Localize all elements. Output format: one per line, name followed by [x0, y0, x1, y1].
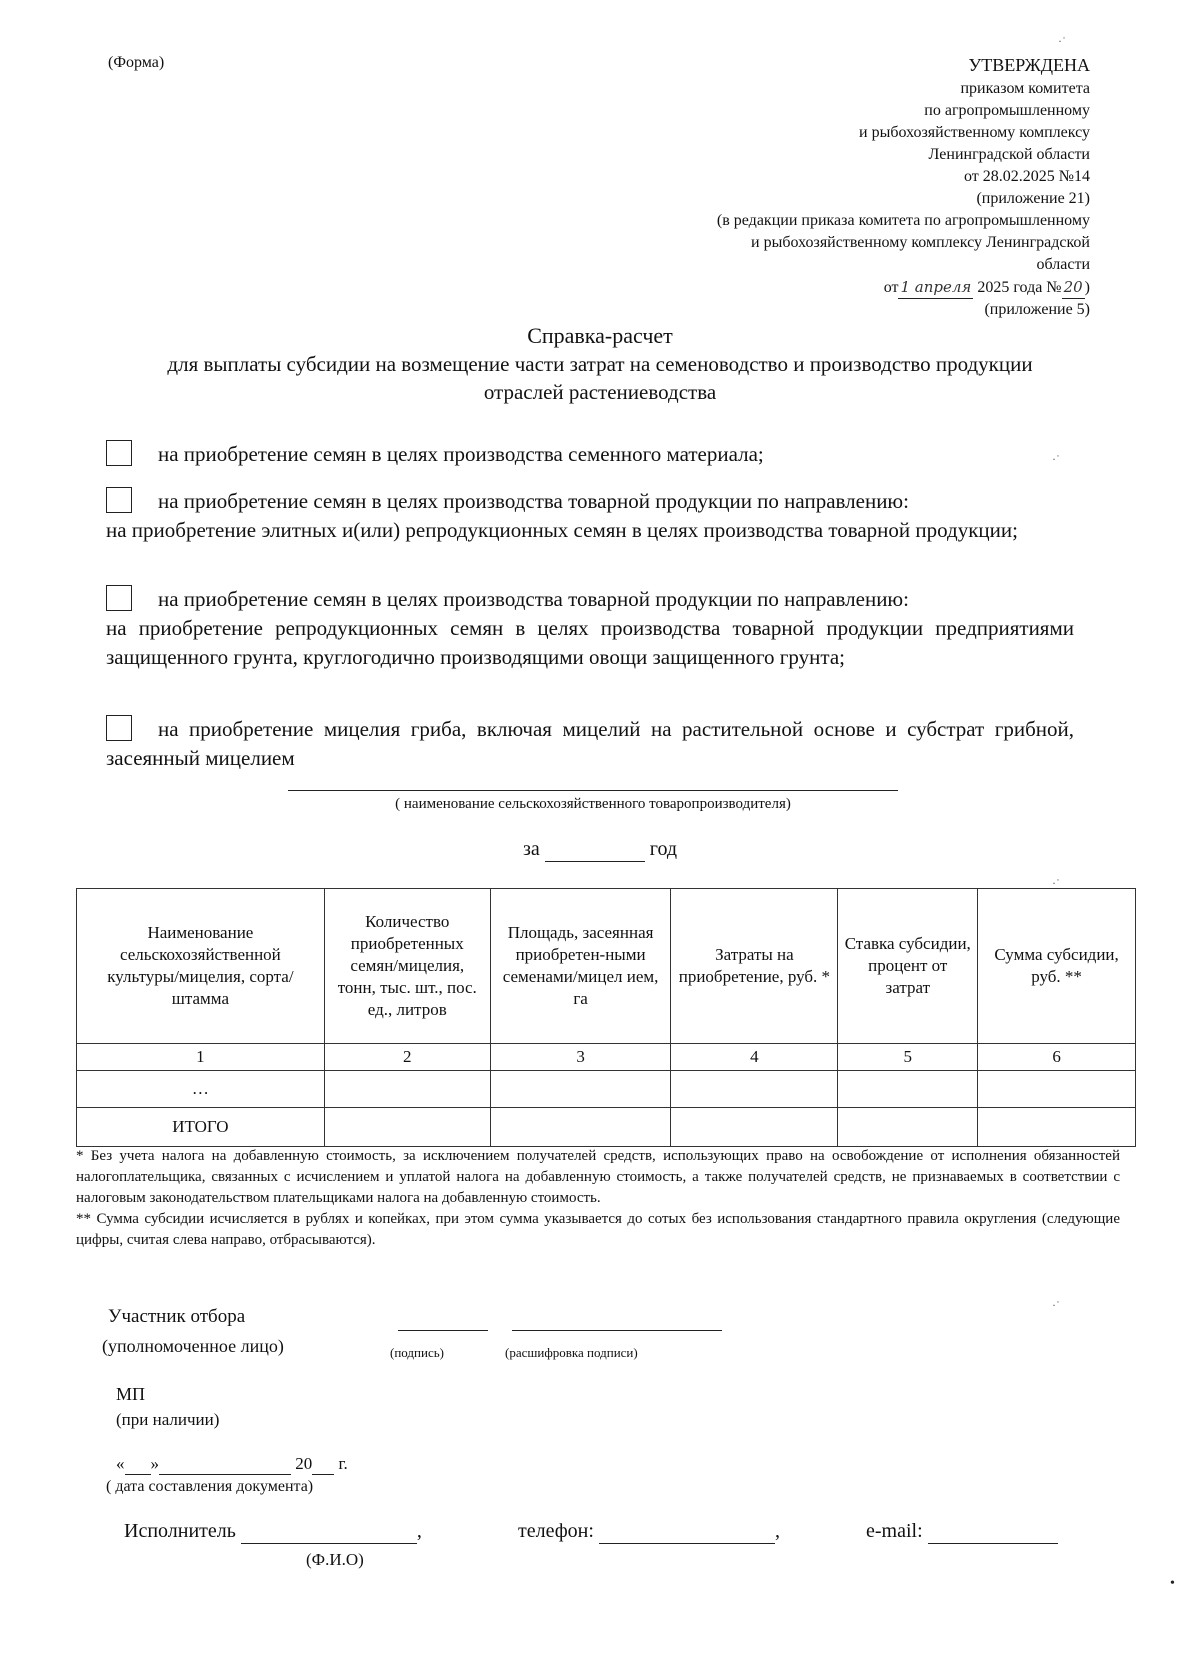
- fio-caption: (Ф.И.О): [306, 1550, 364, 1569]
- table-cell[interactable]: [324, 1071, 490, 1108]
- scan-speck: ·˙: [1052, 452, 1060, 466]
- appendix-line: (приложение 5): [984, 301, 1090, 318]
- date-year-suffix: г.: [338, 1454, 348, 1473]
- scan-speck: •: [1170, 1576, 1175, 1591]
- option-2-text: на приобретение семян в целях производства товарной продукции по направлению:: [158, 489, 909, 513]
- table-cell[interactable]: [490, 1108, 671, 1147]
- decode-caption: (расшифровка подписи): [505, 1345, 638, 1360]
- signature-caption: (подпись): [390, 1345, 444, 1360]
- phone-field[interactable]: [599, 1520, 775, 1544]
- scan-speck: ·˙: [1052, 1298, 1060, 1312]
- date-close-quote: »: [150, 1454, 159, 1473]
- participant-label: Участник отбора: [108, 1306, 246, 1327]
- column-number: 3: [490, 1044, 671, 1071]
- scan-speck: ·˙: [1052, 876, 1060, 890]
- date-line: [116, 1454, 348, 1475]
- footnote-1: * Без учета налога на добавленную стоимость, за исключением получателей средств, использующих право на освобождение от исполнения обязанностей налогоплательщика, связанных с исчислением и уплатой налога на добавленную стоимость, а также получателей средств, не признаваемых в соответствии с налоговым законодательством плательщиками налога на добавленную стоимость.: [76, 1148, 1120, 1206]
- table-cell[interactable]: [671, 1108, 838, 1147]
- approval-line: от 28.02.2025 №14: [963, 168, 1090, 185]
- approval-line: области: [1036, 256, 1090, 273]
- email-label: e-mail:: [866, 1520, 923, 1542]
- email-line: [866, 1520, 1058, 1544]
- table-header-row: [77, 889, 1136, 1044]
- scan-speck: ·˙: [1058, 34, 1066, 48]
- header-crop: Наименование сельскохозяйственной культуры/мицелия, сорта/штамма: [77, 889, 325, 1044]
- approval-line: (приложение 21): [976, 190, 1090, 207]
- date-open-quote: «: [116, 1454, 125, 1473]
- footnote-2: ** Сумма субсидии исчисляется в рублях и копейках, при этом сумма указывается до сотых без использования стандартного правила округления (следующие цифры, считая слева направо, отбрасываются).: [76, 1211, 1120, 1248]
- approval-block: [530, 54, 1090, 321]
- total-label: ИТОГО: [77, 1108, 325, 1147]
- handwritten-number: 20: [1062, 276, 1085, 299]
- header-area: Площадь, засеянная приобретен-ными семенами/мицел ием, га: [490, 889, 671, 1044]
- phone-line: телефон: ,: [518, 1520, 780, 1542]
- signature-field[interactable]: [398, 1330, 488, 1331]
- date-caption: ( дата составления документа): [106, 1478, 314, 1495]
- revision-mid: 2025 года №: [977, 279, 1062, 296]
- option-4-text: на приобретение мицелия гриба, включая мицелий на растительной основе и субстрат грибной, засеянный мицелием: [106, 717, 1074, 770]
- stamp-note: (при наличии): [116, 1410, 220, 1429]
- table-cell[interactable]: [838, 1108, 978, 1147]
- year-prefix: за: [522, 838, 540, 860]
- footnotes: [76, 1146, 1120, 1251]
- option-3: [106, 585, 1074, 672]
- form-label: (Форма): [108, 54, 165, 71]
- approval-line: (в редакции приказа комитета по агропромышленному: [716, 212, 1090, 229]
- approval-line: приказом комитета: [960, 80, 1090, 97]
- document-title: [80, 322, 1120, 406]
- header-costs: Затраты на приобретение, руб. *: [671, 889, 838, 1044]
- table-cell[interactable]: [490, 1071, 671, 1108]
- table-row: [77, 1071, 1136, 1108]
- header-subsidy: Сумма субсидии, руб. **: [978, 889, 1136, 1044]
- handwritten-date: 1 апреля: [898, 276, 973, 299]
- signature-decode-field[interactable]: [512, 1330, 722, 1331]
- header-quantity: Количество приобретенных семян/мицелия, тонн, тыс. шт., пос. ед., литров: [324, 889, 490, 1044]
- option-1-checkbox[interactable]: [106, 440, 132, 466]
- approval-line: Ленинградской области: [928, 146, 1090, 163]
- column-number: 4: [671, 1044, 838, 1071]
- option-2-detail: на приобретение элитных и(или) репродукционных семян в целях производства товарной продукции;: [106, 518, 1018, 542]
- option-1-text: на приобретение семян в целях производства семенного материала;: [158, 442, 764, 466]
- approval-line: по агропромышленному: [924, 102, 1090, 119]
- option-1: [106, 440, 1074, 469]
- title-sub: для выплаты субсидии на возмещение части затрат на семеноводство и производство продукции отраслей растениеводства: [167, 352, 1033, 404]
- date-month-field[interactable]: [159, 1454, 291, 1475]
- revision-prefix: от: [883, 279, 899, 296]
- option-4-checkbox[interactable]: [106, 715, 132, 741]
- approval-line: и рыбохозяйственному комплексу: [859, 124, 1090, 141]
- revision-line: [530, 276, 1090, 299]
- option-2-checkbox[interactable]: [106, 487, 132, 513]
- year-line: [440, 838, 760, 862]
- column-number: 2: [324, 1044, 490, 1071]
- approval-line: и рыбохозяйственному комплексу Ленинградской: [751, 234, 1090, 251]
- revision-suffix: ): [1084, 279, 1090, 296]
- column-number: 5: [838, 1044, 978, 1071]
- executor-line: Исполнитель ,: [124, 1520, 422, 1542]
- executor-label: Исполнитель: [124, 1520, 236, 1542]
- year-suffix: год: [649, 838, 678, 860]
- total-row: [77, 1108, 1136, 1147]
- ellipsis-cell: …: [77, 1071, 325, 1108]
- option-4: [106, 715, 1074, 773]
- stamp-label: МП: [116, 1384, 146, 1404]
- table-cell[interactable]: [838, 1071, 978, 1108]
- date-year-prefix: 20: [295, 1454, 313, 1473]
- approved-heading: УТВЕРЖДЕНА: [968, 55, 1090, 75]
- producer-caption: ( наименование сельскохозяйственного товаропроизводителя): [395, 796, 791, 812]
- table-cell[interactable]: [671, 1071, 838, 1108]
- executor-field[interactable]: [241, 1520, 417, 1544]
- table-cell[interactable]: [978, 1071, 1136, 1108]
- year-field[interactable]: [545, 838, 645, 862]
- option-3-detail: на приобретение репродукционных семян в целях производства товарной продукции предприятиями защищенного грунта, круглогодично производящими овощи защищенного грунта;: [106, 616, 1074, 669]
- title-main: Справка-расчет: [527, 323, 673, 348]
- table-cell[interactable]: [978, 1108, 1136, 1147]
- table-cell[interactable]: [324, 1108, 490, 1147]
- date-year-field[interactable]: [312, 1454, 334, 1475]
- producer-name-field[interactable]: [288, 790, 898, 791]
- option-3-checkbox[interactable]: [106, 585, 132, 611]
- header-rate: Ставка субсидии, процент от затрат: [838, 889, 978, 1044]
- column-number: 6: [978, 1044, 1136, 1071]
- authorized-label: (уполномоченное лицо): [102, 1336, 284, 1356]
- option-3-text: на приобретение семян в целях производства товарной продукции по направлению:: [158, 587, 909, 611]
- calculation-table: [76, 888, 1136, 1147]
- phone-label: телефон:: [518, 1520, 594, 1542]
- column-number-row: [77, 1044, 1136, 1071]
- email-field[interactable]: [928, 1520, 1058, 1544]
- column-number: 1: [77, 1044, 325, 1071]
- date-day-field[interactable]: [125, 1454, 151, 1475]
- option-2: [106, 487, 1074, 545]
